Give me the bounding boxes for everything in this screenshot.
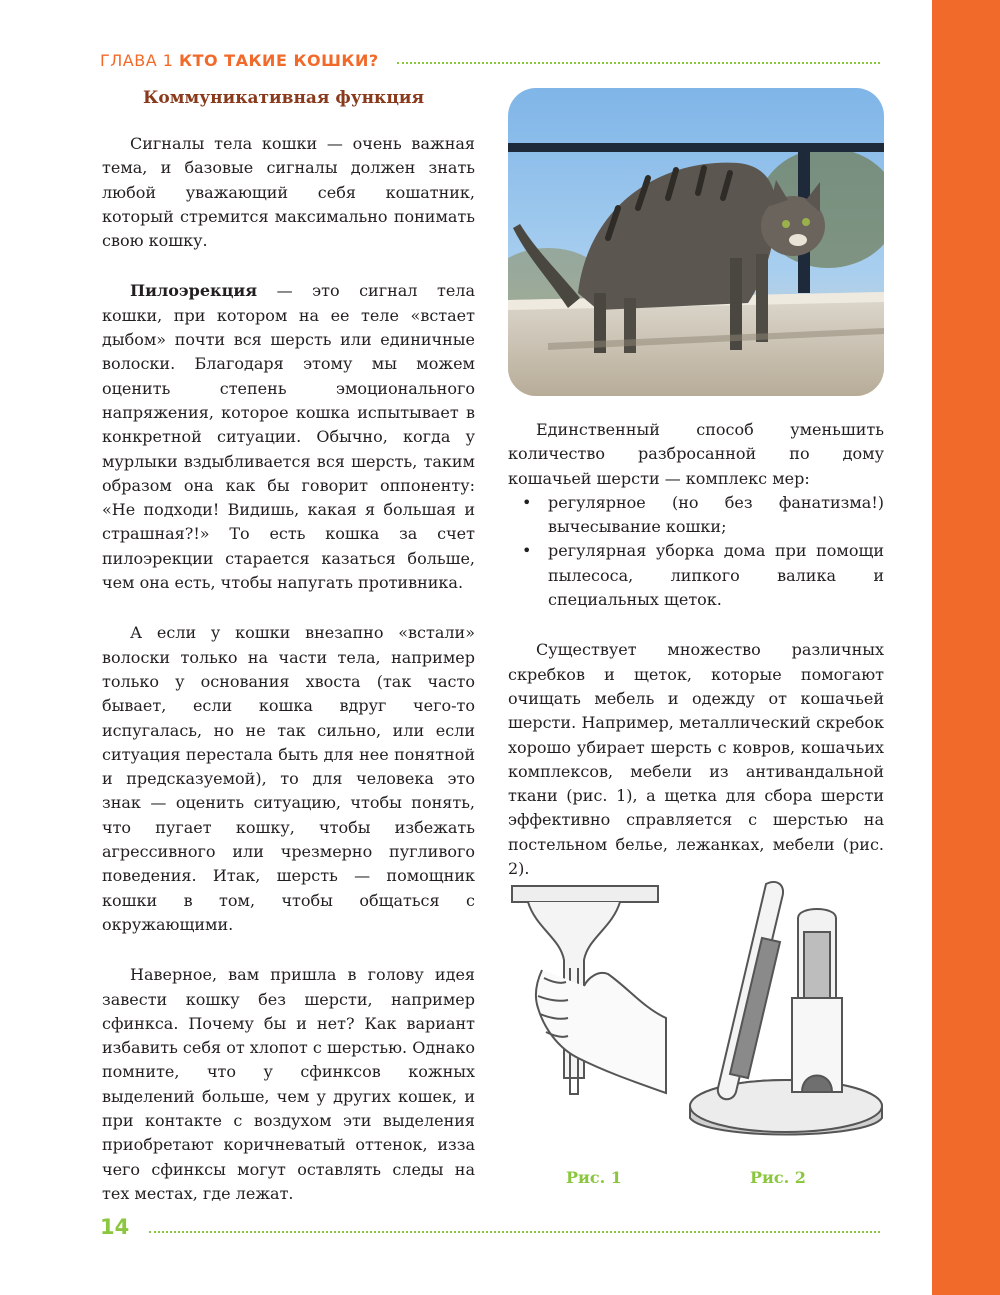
paragraph-partial-fur: А если у кошки внезапно «встали» волоски только на части тела, например только у основания хвоста (так часто бывает, если кошка вдруг чего-то испугалась, но не так сильно, или если ситуация перестала быть для нее понятной и предсказуемой), то для человека это знак — оценить ситуацию, чтобы понять, что пугает кошку, чтобы избежать агрессивного или чрезмерно пугливого поведения. Итак, шерсть — помощник кошки в том, чтобы общаться с окружающими. — [102, 623, 475, 934]
chapter-title: КТО ТАКИЕ КОШКИ? — [179, 50, 379, 70]
paragraph-reduce-fur: Единственный способ уменьшить количество разбросанной по дому кошачьей шерсти — комплекс мер: — [508, 420, 884, 488]
scraper-illustration — [508, 878, 668, 1138]
orange-side-bar — [932, 0, 1000, 1295]
arched-cat-image — [508, 88, 884, 396]
header-dotted-rule — [397, 62, 880, 64]
chapter-number: ГЛАВА 1 — [100, 50, 174, 70]
figures — [508, 878, 888, 1198]
page-number: 14 — [100, 1215, 130, 1239]
piloerection-text: — это сигнал тела кошки, при котором на ее теле «встает дыбом» почти вся шерсть или единичные волоски. Благодаря этому мы можем оценить степень эмоционального напряжения, которое кошка испытывает в конкретной ситуации. Обычно, когда у мурлыки вздыбливается вся шерсть, таким образом она как бы говорит оппоненту: «Не подходи! Видишь, какая я большая и страшная?!» То есть кошка за счет пилоэрекции старается казаться больше, чем она есть, чтобы напугать противника. — [102, 281, 475, 593]
section-title: Коммуникативная функция — [142, 88, 425, 108]
paragraph-piloerection — [102, 279, 475, 595]
right-column — [508, 88, 884, 907]
page-footer — [100, 1212, 880, 1242]
brush-illustration — [686, 878, 886, 1138]
cat-photo — [508, 88, 884, 396]
paragraph-body-signals: Сигналы тела кошки — очень важная тема, и базовые сигналы должен знать любой уважающий себя кошатник, который стремится максимально понимать свою кошку. — [102, 134, 475, 251]
paragraph-sphynx: Наверное, вам пришла в голову идея завести кошку без шерсти, например сфинкса. Почему бы и нет? Как вариант избавить себя от хлопот с шерстью. Однако помните, что у сфинксов кожных выделений больше, чем у других кошек, и при контакте с воздухом эти выделения приобретают коричневатый оттенок, изза чего сфинксы могут оставлять следы на тех местах, где лежат. — [102, 965, 475, 1203]
left-column — [102, 88, 475, 1232]
list-item: • регулярное (но без фанатизма!) вычесывание кошки; — [548, 491, 884, 540]
chapter-label — [100, 51, 379, 70]
footer-dotted-rule — [149, 1231, 880, 1233]
list-item: • регулярная уборка дома при помощи пылесоса, липкого валика и специальных щеток. — [548, 539, 884, 612]
term-piloerection: Пилоэрекция — [130, 281, 258, 301]
measures-list — [508, 491, 884, 612]
figure-2-caption: Рис. 2 — [750, 1168, 806, 1187]
paragraph-brushes: Существует множество различных скребков и щеток, которые помогают очищать мебель и одежду от кошачьей шерсти. Например, металлический скребок хорошо убирает шерсть с ковров, кошачьих комплексов, мебели из антивандальной ткани (рис. 1), а щетка для сбора шерсти эффективно справляется с шерстью на постельном белье, лежанках, мебели (рис. 2). — [508, 640, 884, 879]
running-header — [100, 48, 880, 72]
figure-1-caption: Рис. 1 — [566, 1168, 622, 1187]
